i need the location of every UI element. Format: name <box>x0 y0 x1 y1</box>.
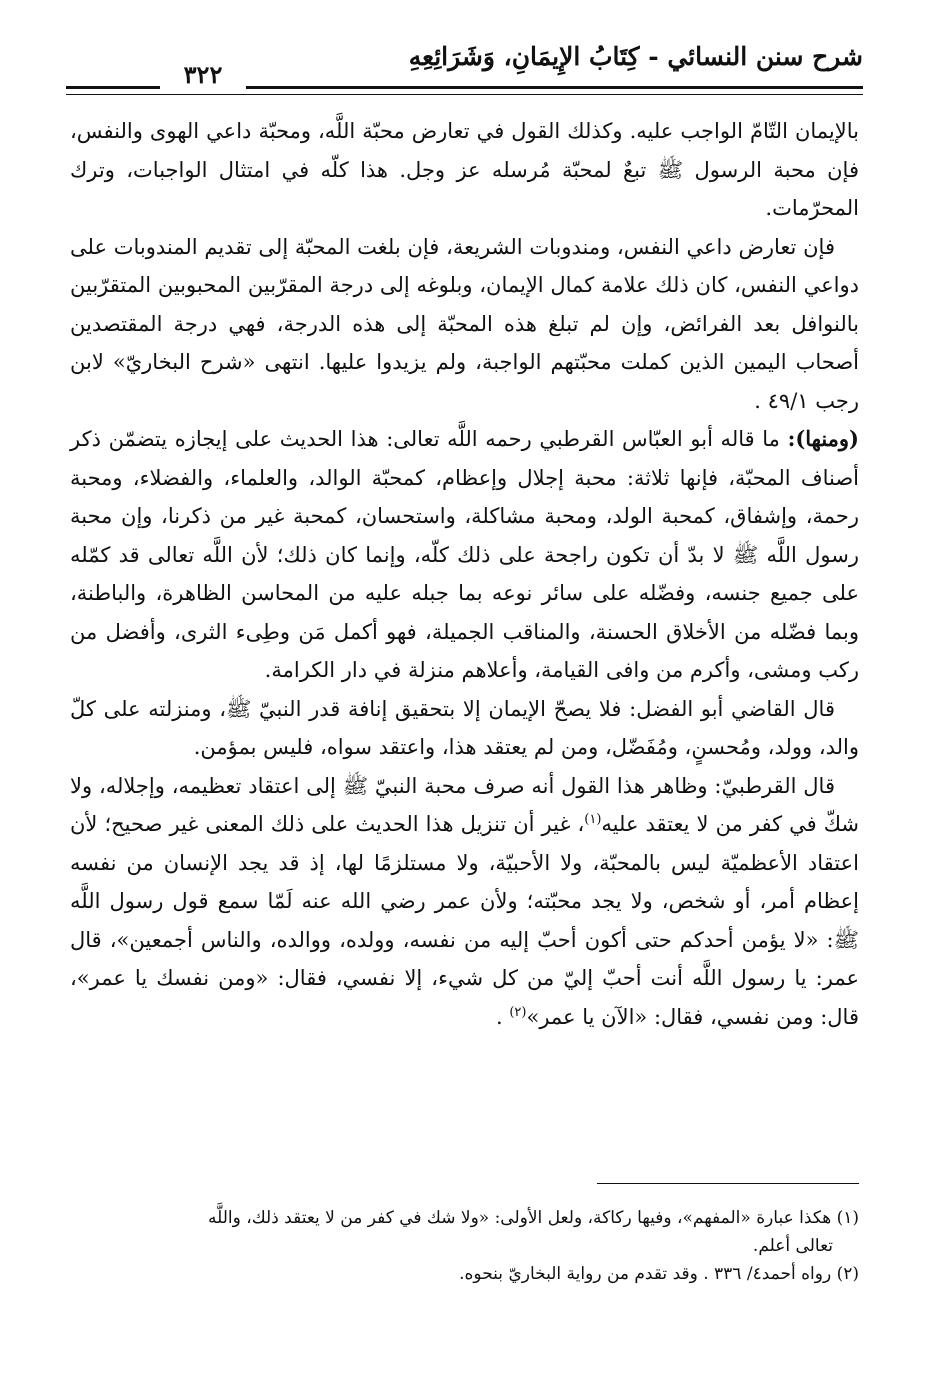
footnote-ref: (٢) <box>509 1004 527 1020</box>
footnote-continuation: تعالى أعلم. <box>752 1236 833 1256</box>
footnote <box>70 1204 859 1260</box>
footnote-separator <box>597 1183 859 1184</box>
paragraph-text: . <box>495 1004 510 1029</box>
main-text <box>70 112 859 1036</box>
paragraph-text: ، غير أن تنزيل هذا الحديث على ذلك المعنى غير صحيح؛ لأن اعتقاد الأعظميّة ليس بالمحبّة، ولا الأحبيّة، ولا مستلزمًا لها، إذ قد يجد الإنسان من نفسه إعظام أمر، أو شخص، ولا يجد محبّته؛ ولأن عمر رضي الله عنه لَمّا سمع قول رسول اللَّه ﷺ: «لا يؤمن أحدكم حتى أكون أحبّ إليه من نفسه، وولده، ووالده، والناس أجمعين»، قال عمر: يا رسول اللَّه أنت أحبّ إليّ من كل شيء، إلا نفسي، فقال: «ومن نفسك يا عمر»، قال: ومن نفسي، فقال: «الآن يا عمر» <box>70 812 859 1029</box>
footnotes <box>70 1204 859 1288</box>
footnote-number: (١) <box>836 1208 859 1228</box>
running-title: شرح سنن النسائي - كِتَابُ الإِيمَانِ، وَشَرَائِعِهِ <box>408 42 863 71</box>
paragraph <box>70 690 859 767</box>
paragraph <box>70 112 859 228</box>
paragraph-text: قال القرطبيّ: وظاهر هذا القول أنه صرف محبة النبيّ ﷺ إلى اعتقاد تعظيمه، وإجلاله، ولا شكّ في كفر من لا يعتقد عليه <box>70 773 859 836</box>
header-rule-thin <box>66 94 863 95</box>
paragraph-text: بالإيمان التّامّ الواجب عليه. وكذلك القول في تعارض محبّة اللَّه، ومحبّة داعي الهوى والنفس، فإن محبة الرسول ﷺ تبعٌ لمحبّة مُرسله عز وجل. هذا كلّه في امتثال الواجبات، وترك المحرّمات. <box>70 119 859 220</box>
footnote-number: (٢) <box>836 1264 859 1284</box>
paragraph-text: قال القاضي أبو الفضل: فلا يصحّ الإيمان إلا بتحقيق إنافة قدر النبيّ ﷺ، ومنزلته على كلّ والد، وولد، ومُحسنٍ، ومُفَضّل، ومن لم يعتقد هذا، واعتقد سواه، فليس بمؤمن. <box>70 696 859 759</box>
footnote <box>70 1260 859 1288</box>
paragraph-lead: (ومنها): <box>787 426 859 451</box>
footnote-text: هكذا عبارة «المفهم»، وفيها ركاكة، ولعل الأولى: «ولا شك في كفر من لا يعتقد ذلك، واللَّه <box>207 1208 832 1228</box>
paragraph <box>70 767 859 1037</box>
paragraph <box>70 420 859 690</box>
footnote-text: رواه أحمد٤/ ٣٣٦ . وقد تقدم من رواية البخاريّ بنحوه. <box>459 1264 832 1284</box>
paragraph-text: فإن تعارض داعي النفس، ومندوبات الشريعة، فإن بلغت المحبّة إلى تقديم المندوبات على دواعي النفس، كان ذلك علامة كمال الإيمان، وبلوغه إلى درجة المقرّبين المحبوبين المتقرّبين بالنوافل بعد الفرائض، وإن لم تبلغ هذه المحبّة إلى هذه الدرجة، فهي درجة المقتصدين أصحاب اليمين الذين كملت محبّتهم الواجبة، ولم يزيدوا عليها. انتهى «شرح البخاريّ» لابن رجب ٤٩/١ . <box>70 234 859 413</box>
paragraph-text: ما قاله أبو العبّاس القرطبي رحمه اللَّه تعالى: هذا الحديث على إيجازه يتضمّن ذكر أصناف المحبّة، فإنها ثلاثة: محبة إجلال وإعظام، كمحبّة الوالد، والعلماء، والفضلاء، ومحبة رحمة، وإشفاق، كمحبة الولد، ومحبة مشاكلة، واستحسان، كمحبة غير من ذكرنا، وإن محبة رسول اللَّه ﷺ لا بدّ أن تكون راجحة على ذلك كلّه، وإنما كان ذلك؛ لأن اللَّه تعالى قد كمّله على جميع جنسه، وفضّله على سائر نوعه بما جبله عليه من المحاسن الظاهرة، والباطنة، وبما فضّله من الأخلاق الحسنة، والمناقب الجميلة، فهو أكمل مَن وطِىء الثرى، وأفضل من ركب ومشى، وأكرم من وافى القيامة، وأعلاهم منزلة في دار الكرامة. <box>70 427 859 682</box>
page-number: ٣٢٢ <box>160 60 246 89</box>
footnote-ref: (١) <box>584 812 602 827</box>
paragraph <box>70 228 859 421</box>
